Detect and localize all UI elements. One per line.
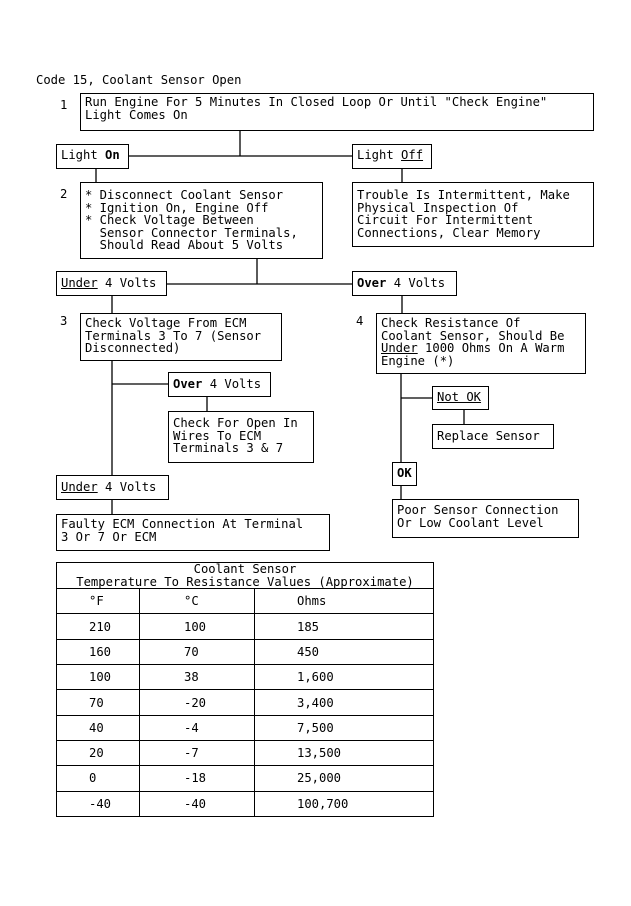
cell-celsius: -20 [140, 690, 255, 715]
volts-label: 4 Volts [386, 276, 446, 290]
table-title-line-1: Coolant Sensor [193, 562, 297, 576]
cell-ohms: 100,700 [255, 791, 434, 816]
poor-connection-box: Poor Sensor Connection Or Low Coolant Level [392, 499, 579, 538]
not-ok-box [432, 386, 489, 410]
cell-fahrenheit: 70 [57, 690, 140, 715]
light-label: Light [357, 148, 402, 162]
over-4-volts-box [168, 372, 271, 397]
off-label: Off [401, 148, 424, 162]
table-row [57, 715, 434, 740]
on-label: On [105, 148, 120, 162]
cell-ohms: 1,600 [255, 665, 434, 690]
step-number-3: 3 [60, 314, 68, 328]
cell-celsius: -7 [140, 740, 255, 765]
over-4-volts-box [352, 271, 457, 296]
cell-fahrenheit: 40 [57, 715, 140, 740]
resistance-table [56, 562, 434, 817]
header-celsius: °C [140, 589, 255, 614]
faulty-ecm-box: Faulty ECM Connection At Terminal 3 Or 7 Or ECM [56, 514, 330, 551]
cell-celsius: 70 [140, 639, 255, 664]
ok-box [392, 462, 417, 486]
under-label: Under [61, 480, 98, 494]
cell-celsius: -40 [140, 791, 255, 816]
page-title: Code 15, Coolant Sensor Open [36, 73, 242, 87]
cell-ohms: 7,500 [255, 715, 434, 740]
table-row [57, 639, 434, 664]
cell-ohms: 13,500 [255, 740, 434, 765]
cell-celsius: 100 [140, 614, 255, 639]
cell-ohms: 185 [255, 614, 434, 639]
over-label: Over [357, 276, 387, 290]
volts-label: 4 Volts [97, 480, 157, 494]
step-4-text: Check Resistance Of Coolant Sensor, Should Be [381, 316, 565, 343]
step-4-text: 1000 Ohms On A Warm Engine (*) [381, 341, 565, 368]
under-label: Under [61, 276, 98, 290]
step-number-4: 4 [356, 314, 364, 328]
cell-ohms: 3,400 [255, 690, 434, 715]
table-header-row [57, 589, 434, 614]
table-row [57, 614, 434, 639]
cell-celsius: -18 [140, 766, 255, 791]
header-fahrenheit: °F [57, 589, 140, 614]
cell-ohms: 25,000 [255, 766, 434, 791]
cell-celsius: -4 [140, 715, 255, 740]
intermittent-result-box: Trouble Is Intermittent, Make Physical Inspection Of Circuit For Intermittent Connections, Clear Memory [352, 182, 594, 247]
ok-label: OK [397, 466, 412, 480]
step-3-box: Check Voltage From ECM Terminals 3 To 7 (Sensor Disconnected) [80, 313, 282, 361]
step-1-box: Run Engine For 5 Minutes In Closed Loop Or Until "Check Engine" Light Comes On [80, 93, 594, 131]
table-row [57, 766, 434, 791]
light-off-box [352, 144, 432, 169]
step-2-box: * Disconnect Coolant Sensor * Ignition On, Engine Off * Check Voltage Between Sensor Connector Terminals, Should Read About 5 Volts [80, 182, 323, 259]
table-row [57, 791, 434, 816]
replace-sensor-box: Replace Sensor [432, 424, 554, 449]
step-number-2: 2 [60, 187, 68, 201]
under-4-volts-box [56, 271, 167, 296]
cell-fahrenheit: -40 [57, 791, 140, 816]
cell-celsius: 38 [140, 665, 255, 690]
not-ok-label: Not OK [437, 390, 482, 404]
light-on-box [56, 144, 129, 169]
volts-label: 4 Volts [97, 276, 157, 290]
step-number-1: 1 [60, 98, 68, 112]
table-title-row [57, 563, 434, 589]
under-label: Under [381, 341, 418, 356]
table-row [57, 665, 434, 690]
over-label: Over [173, 377, 203, 391]
open-wires-result-box: Check For Open In Wires To ECM Terminals 3 & 7 [168, 411, 314, 463]
cell-fahrenheit: 160 [57, 639, 140, 664]
table-row [57, 690, 434, 715]
header-ohms: Ohms [255, 589, 434, 614]
cell-fahrenheit: 20 [57, 740, 140, 765]
volts-label: 4 Volts [202, 377, 262, 391]
light-label: Light [61, 148, 106, 162]
under-4-volts-box [56, 475, 169, 500]
table-row [57, 740, 434, 765]
cell-fahrenheit: 0 [57, 766, 140, 791]
step-4-box [376, 313, 586, 374]
table-title-line-2: Temperature To Resistance Values (Approximate) [76, 574, 414, 589]
cell-fahrenheit: 100 [57, 665, 140, 690]
cell-ohms: 450 [255, 639, 434, 664]
table-title [57, 563, 434, 589]
cell-fahrenheit: 210 [57, 614, 140, 639]
